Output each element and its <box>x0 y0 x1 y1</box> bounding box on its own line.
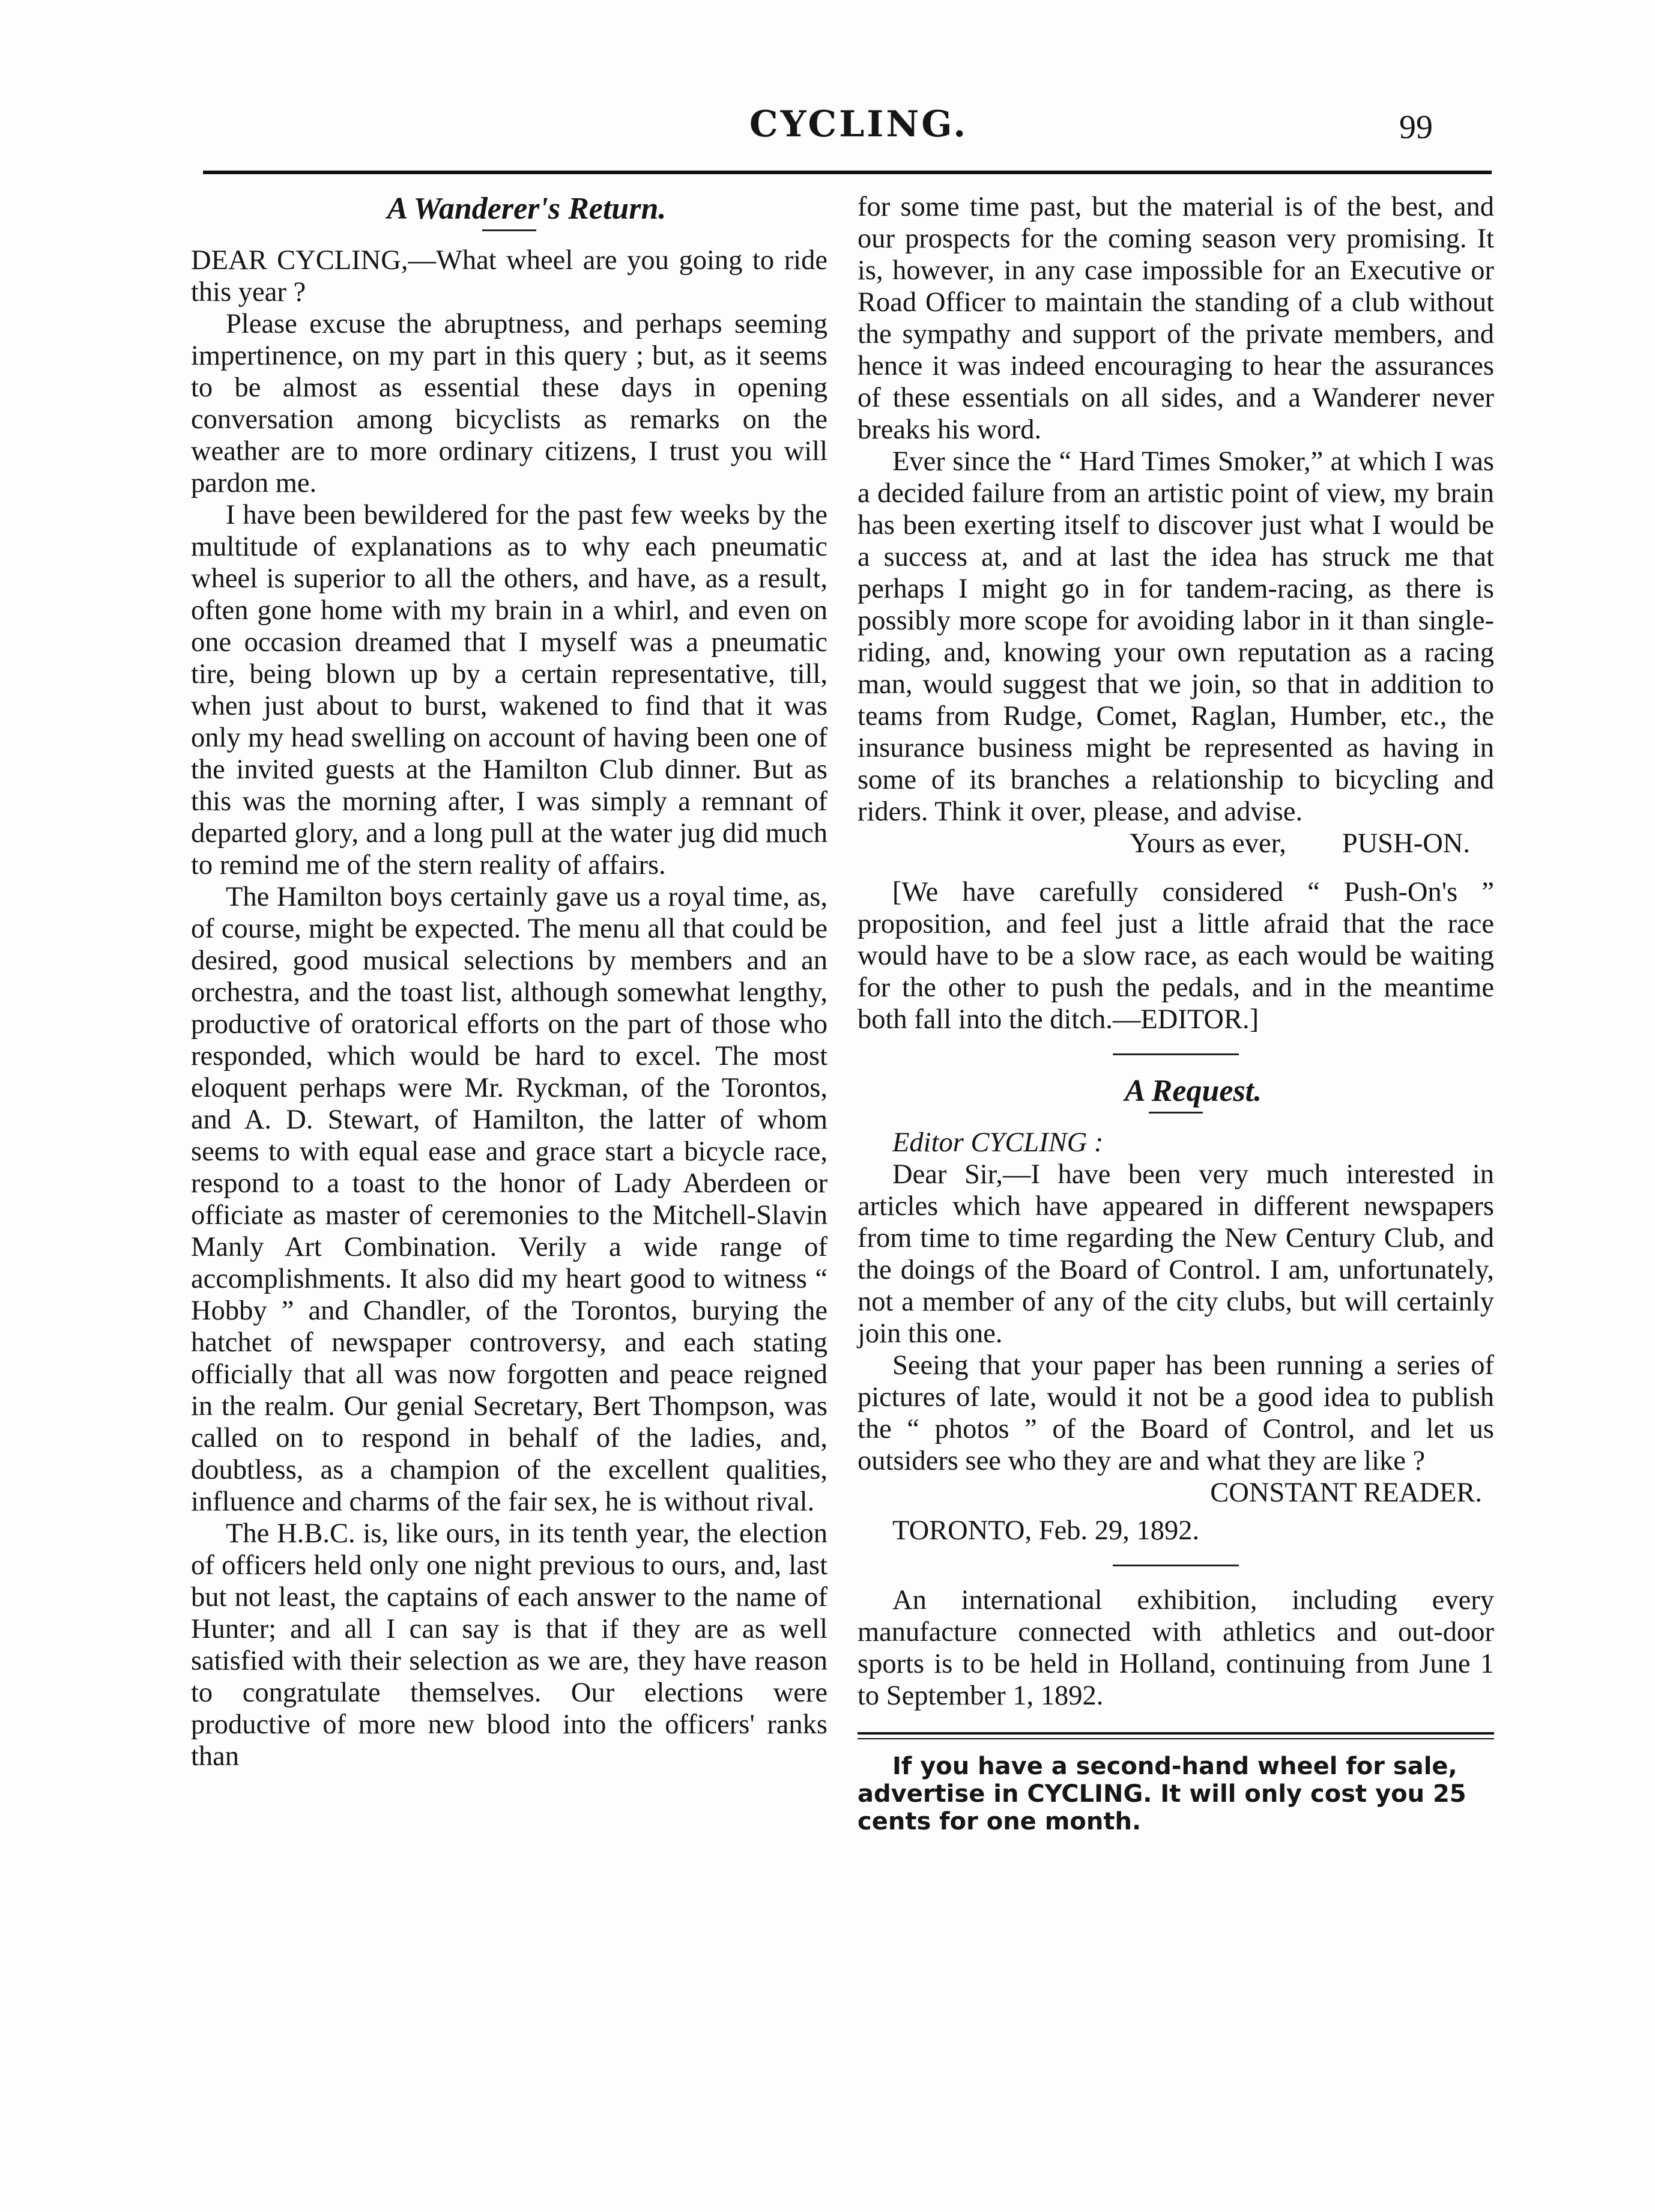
article-paragraph: DEAR CYCLING,—What wheel are you going to ride this year ? <box>191 245 828 308</box>
letter-salutation: Editor CYCLING : <box>892 1127 1104 1158</box>
exhibition-note: An international exhibition, including every manufacture connected with athletics and out-door sports is to be held in Holland, continuing from June 1 to September 1, 1892. <box>858 1585 1494 1711</box>
left-column <box>191 191 828 1772</box>
advertisement-text: If you have a second-hand wheel for sale, advertise in CYCLING. It will only cost you 25 cents for one month. <box>858 1753 1466 1835</box>
article-paragraph: Ever since the “ Hard Times Smoker,” at which I was a decided failure from an artistic point of view, my brain has been exerting itself to discover just what I would be a success at, and at last the idea has struck me that perhaps I might go in for tandem-racing, as there is possibly more scope for avoiding labor in it than single-riding, and, knowing your own reputation as a racing man, would suggest that we join, so that in addition to teams from Rudge, Comet, Raglan, Humber, etc., the insurance business might be represented as having in some of its branches a relationship to bicycling and riders. Think it over, please, and advise. <box>858 446 1494 827</box>
section-divider <box>1113 1565 1239 1566</box>
right-column <box>858 191 1494 1835</box>
article-paragraph: The Hamilton boys certainly gave us a royal time, as, of course, might be expected. The menu all that could be desired, good musical selections by members and an orchestra, and the toast list, although somewhat lengthy, productive of oratorical efforts on the part of those who responded, which would be hard to excel. The most eloquent perhaps were Mr. Ryckman, of the Torontos, and A. D. Stewart, of Hamilton, the latter of whom seems to with equal ease and grace start a bicycle race, respond to a toast to the honor of Lady Aberdeen or officiate as master of ceremonies to the Mitchell-Slavin Manly Art Combination. Verily a wide range of accomplishments. It also did my heart good to witness “ Hobby ” and Chandler, of the Torontos, burying the hatchet of newspaper controversy, and each stating officially that all was now forgotten and peace reigned in the realm. Our genial Secretary, Bert Thompson, was called on to respond in behalf of the ladies, and, doubtless, as a champion of the excellent qualities, influence and charms of the fair sex, he is without rival. <box>191 882 828 1517</box>
section-divider <box>1113 1053 1239 1055</box>
article-paragraph: I have been bewildered for the past few weeks by the multitude of explanations as to why each pneumatic wheel is superior to all the others, and have, as a result, often gone home with my brain in a whirl, and even on one occasion dreamed that I myself was a pneumatic tire, being blown up by a certain representative, till, when just about to burst, wakened to find that it was only my head swelling on account of having been one of the invited guests at the Hamilton Club dinner. But as this was the morning after, I was simply a remnant of departed glory, and a long pull at the water jug did much to remind me of the stern reality of affairs. <box>191 500 828 880</box>
article-paragraph: The H.B.C. is, like ours, in its tenth year, the election of officers held only one night previous to ours, and, last but not least, the captains of each answer to the name of Hunter; and all I can say is that if they are as well satisfied with their selection as we are, they have reason to congratulate themselves. Our elections were productive of more new blood into the officers' ranks than <box>191 1518 828 1772</box>
heading-underline <box>1149 1112 1203 1114</box>
header-rule <box>203 171 1492 174</box>
spacer <box>858 859 1494 876</box>
article-paragraph: Please excuse the abruptness, and perhaps seeming impertinence, on my part in this query ; but, as it seems to be almost as essential these days in opening conversation among bicyclists as remarks on the weather are to more ordinary citizens, I trust you will pardon me. <box>191 309 828 498</box>
advertisement-rule <box>858 1732 1494 1739</box>
heading-underline <box>482 229 536 231</box>
letter-paragraph: Dear Sir,—I have been very much interested in articles which have appeared in different newspapers from time to time regarding the New Century Club, and the doings of the Board of Control. I am, unfortunately, not a member of any of the city clubs, but will certainly join this one. <box>858 1159 1494 1349</box>
article-signoff: Yours as ever, PUSH-ON. <box>1130 828 1470 859</box>
article-heading-request: A Request. <box>1124 1074 1262 1108</box>
masthead-title: CYCLING. <box>749 103 969 145</box>
letter-dateline: TORONTO, Feb. 29, 1892. <box>892 1515 1200 1546</box>
editor-note: [We have carefully considered “ Push-On's ” proposition, and feel just a little afraid that the race would have to be a slow race, as each would be waiting for the other to push the pedals, and in the meantime both fall into the ditch.—EDITOR.] <box>858 877 1494 1035</box>
article-heading-wanderers-return: A Wanderer's Return. <box>387 192 667 226</box>
letter-signoff: CONSTANT READER. <box>1210 1477 1482 1508</box>
article-paragraph-continued: for some time past, but the material is of the best, and our prospects for the coming season very promising. It is, however, in any case impossible for an Executive or Road Officer to maintain the standing of a club without the sympathy and support of the private members, and hence it was indeed encouraging to hear the assurances of these essentials on all sides, and a Wanderer never breaks his word. <box>858 192 1494 445</box>
page-number: 99 <box>1399 109 1433 146</box>
letter-paragraph: Seeing that your paper has been running a series of pictures of late, would it not be a good idea to publish the “ photos ” of the Board of Control, and let us outsiders see who they are and what they are like ? <box>858 1350 1494 1476</box>
